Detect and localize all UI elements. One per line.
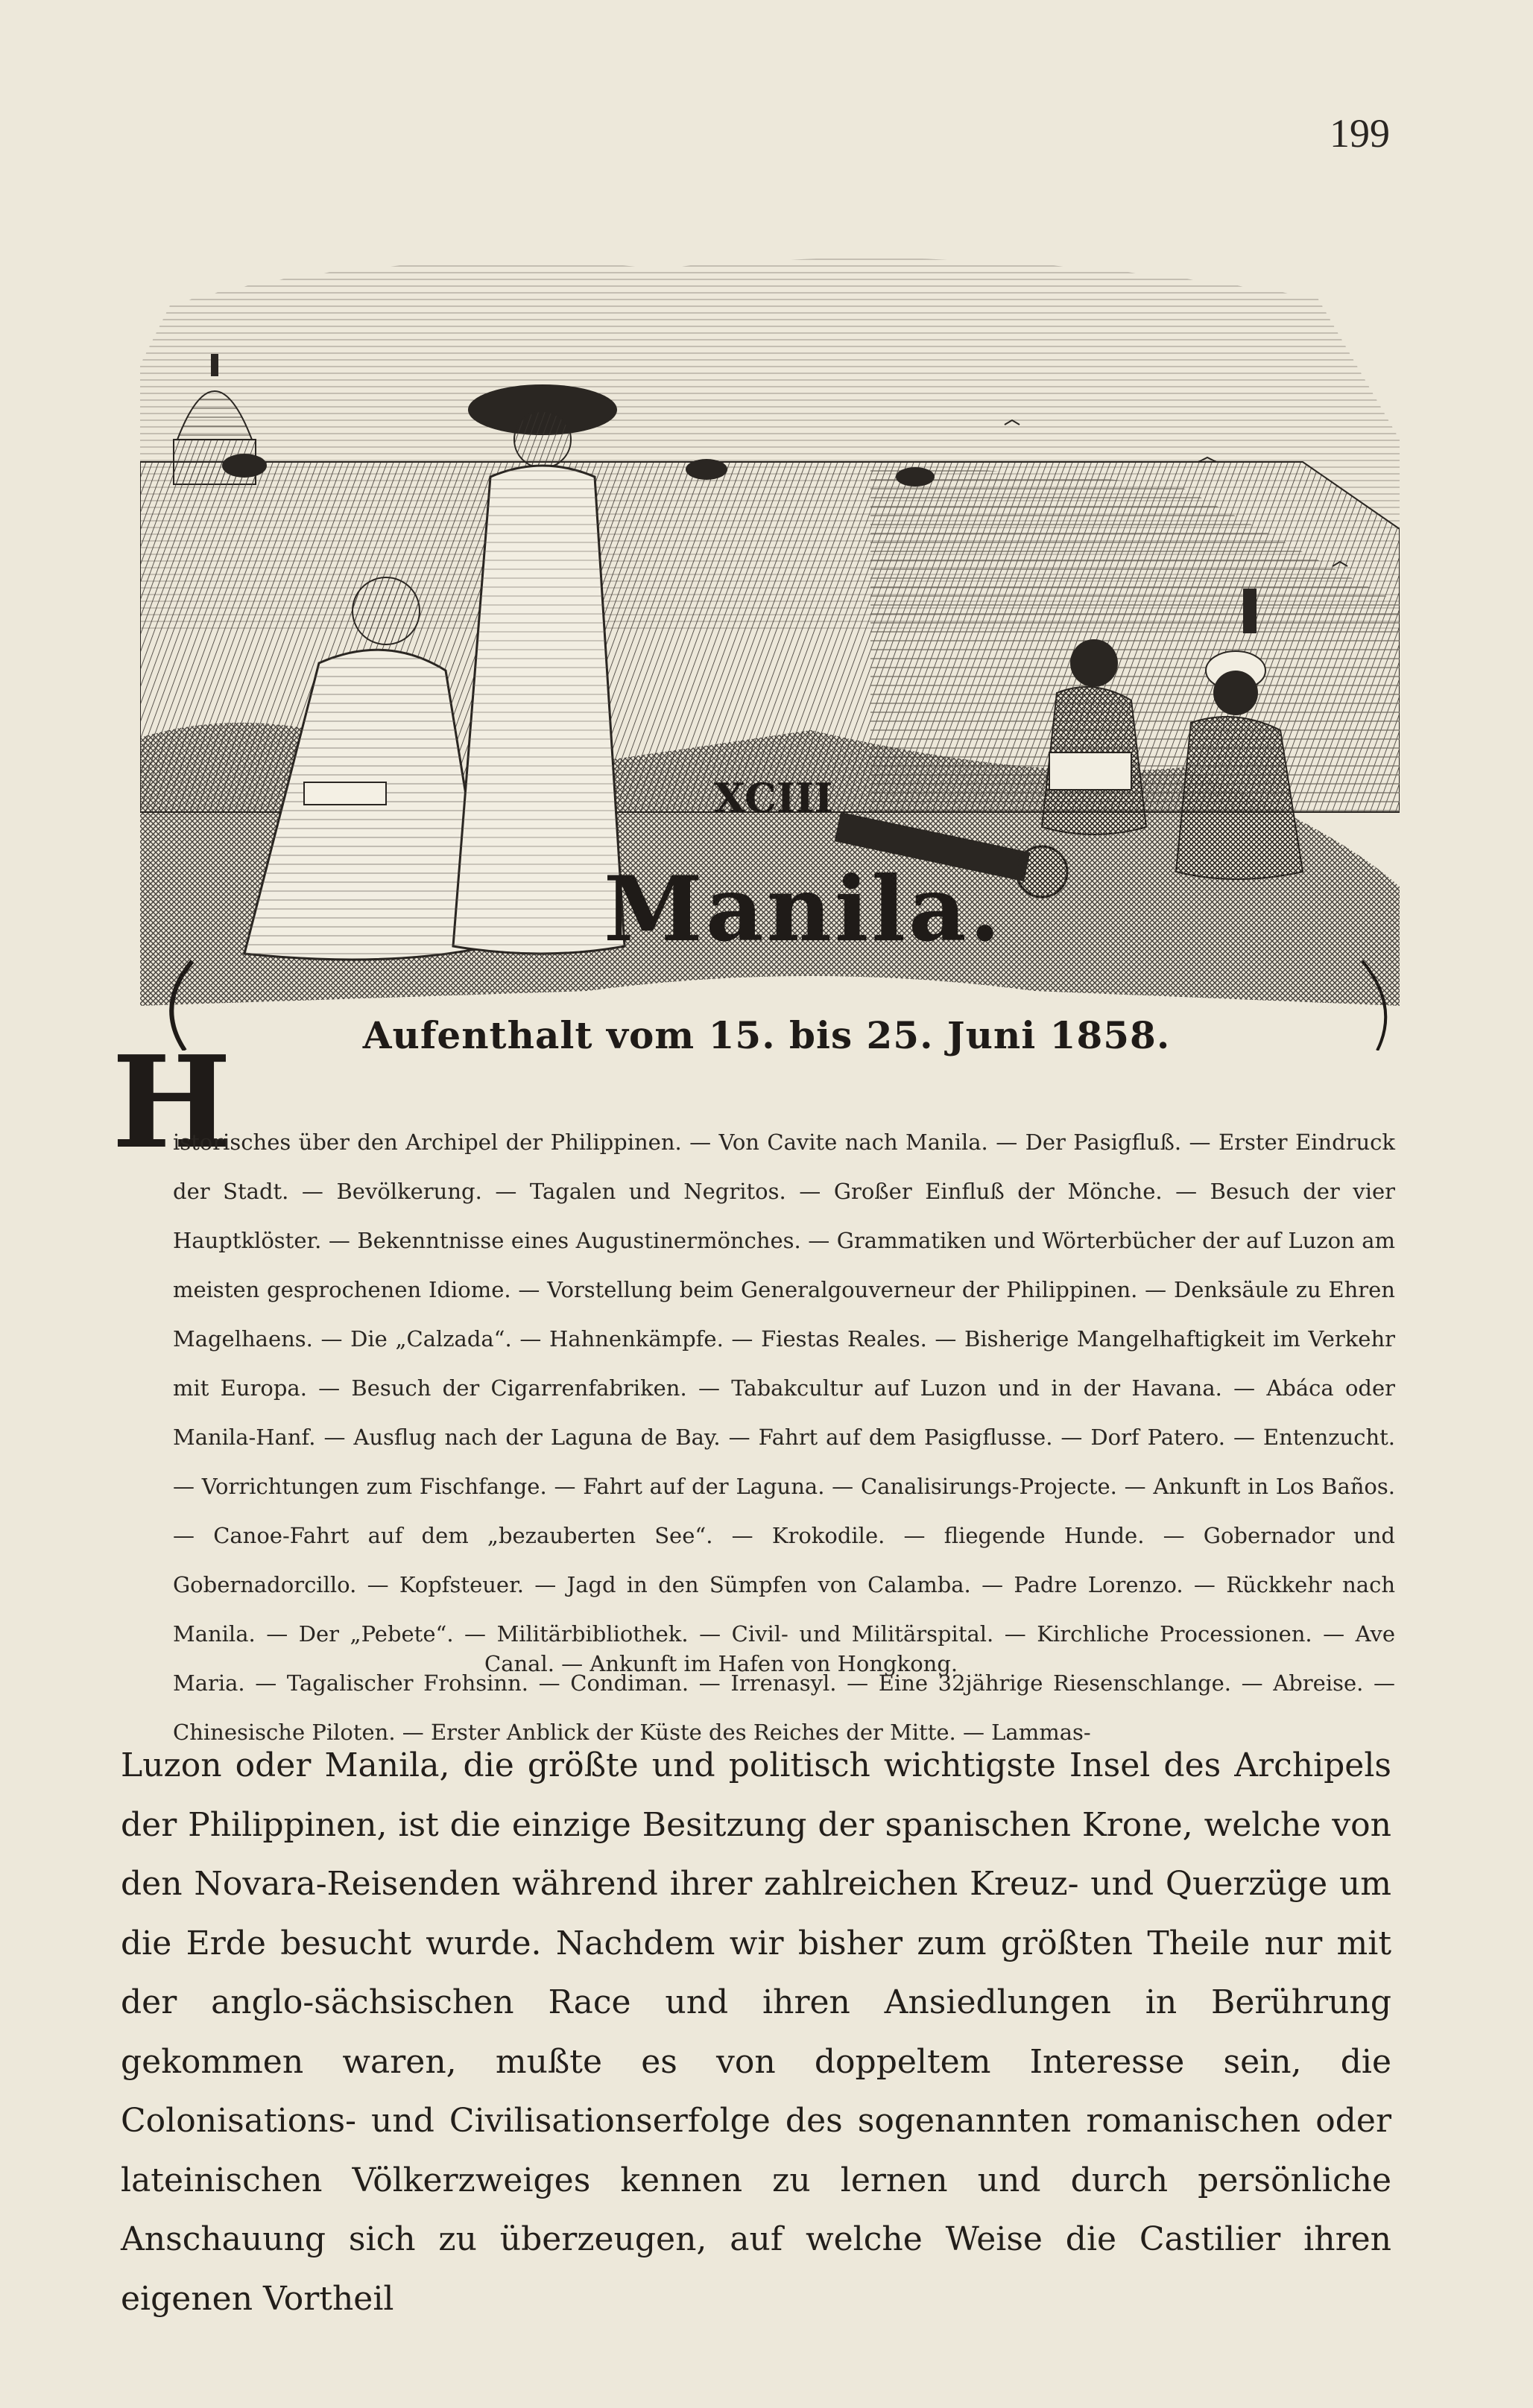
initial-letter: H — [112, 1028, 232, 1177]
rock-inscription: XCIII — [714, 774, 833, 822]
chapter-summary-end: Canal. — Ankunft im Hafen von Hongkong. — [484, 1651, 958, 1676]
page-number: 199 — [1330, 111, 1390, 156]
body-paragraph: Luzon oder Manila, die größte und politisch wichtigste Insel des Archipels der Philippinen, ist die einzige Besitzung der spanischen Krone, welche von den Novara-Reisenden während ihrer zahlreichen Kreuz- und Querzüge um die Erde besucht wurde. Nachdem wir bisher zum größten Theile nur mit der anglo-sächsischen Race und ihren Ansiedlungen in Berührung gekommen waren, mußte es von doppeltem Interesse sein, die Colonisations- und Civilisationserfolge des sogenannten romanischen oder lateinischen Völkerzweiges kennen zu lernen und durch persönliche Anschauung sich zu überzeugen, auf welche Weise die Castilier ihren eigenen Vortheil — [121, 1746, 1391, 2318]
chapter-title: Manila. — [604, 857, 1004, 962]
chapter-summary: istorisches über den Archipel der Philippinen. — Von Cavite nach Manila. — Der Pasigfluß. — Erster Eindruck der Stadt. — Bevölkerung. — Tagalen und Negritos. — Großer Einfluß der Mönche. — Besuch der vier Hauptklöster. — Bekenntnisse eines Augustinermönches. — Grammatiken und Wörterbücher der auf Luzon am meisten gesprochenen Idiome. — Vorstellung beim Generalgouverneur der Philippinen. — Denksäule zu Ehren Magelhaens. — Die „Calzada“. — Hahnenkämpfe. — Fiestas Reales. — Bisherige Mangelhaftigkeit im Verkehr mit Europa. — Besuch der Cigarrenfabriken. — Tabakcultur auf Luzon und in der Havana. — Abáca oder Manila-Hanf. — Ausflug nach der Laguna de Bay. — Fahrt auf dem Pasigflusse. — Dorf Patero. — Entenzucht. — Vorrichtungen zum Fischfange. — Fahrt auf der Laguna. — Canalisirungs-Projecte. — Ankunft in Los Baños. — Canoe-Fahrt auf dem „bezauberten See“. — Krokodile. — fliegende Hunde. — Gobernador und Gobernadorcillo. — Kopfsteuer. — Jagd in den Sümpfen von Calamba. — Padre Lorenzo. — Rückkehr nach Manila. — Der „Pebete“. — Militärbibliothek. — Civil- und Militärspital. — Kirchliche Processionen. — Ave Maria. — Tagalischer Frohsinn. — Condiman. — Irrenasyl. — Eine 32jährige Riesenschlange. — Abreise. — Chinesische Piloten. — Erster Anblick der Küste des Reiches der Mitte. — Lammas- — [173, 1129, 1395, 1745]
chapter-subtitle: Aufenthalt vom 15. bis 25. Juni 1858. — [362, 1013, 1171, 1057]
